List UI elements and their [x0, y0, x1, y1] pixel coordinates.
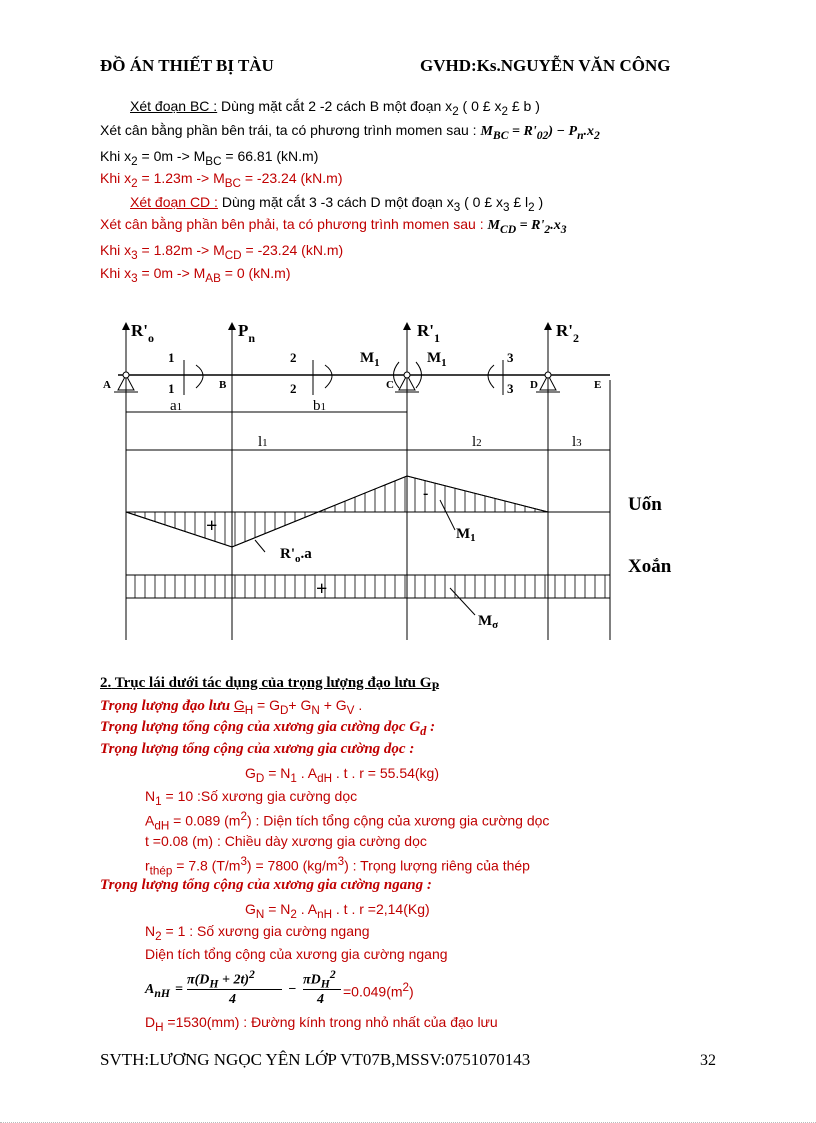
svg-text:b1: b1 [313, 398, 326, 414]
rho-line: $r_{thép} = 7.8$ $(T/m^3) = 7800$ $(kg/m^3)$ : Trọng lượng riêng của thép [145, 855, 530, 878]
label-xoan: Xoắn [628, 556, 672, 577]
svg-text:+: + [206, 515, 218, 537]
svg-text:B: B [219, 379, 227, 391]
svg-text:1: 1 [168, 381, 175, 396]
gn-formula: $G_N = N_2$ . $A_{nH}$ . t . r =2,14(Kg) [245, 901, 430, 921]
svg-text:Mσ: $M_\sigma$ [478, 613, 499, 631]
svg-text:A: A [103, 379, 111, 391]
s2-line1: Trọng lượng đạo lưu $G_H = G_D+ G_N + G_V$ . [100, 697, 363, 717]
line-cd: Xét đoạn CD : Dùng mặt cắt 3 -3 cách D một đoạn $x_3$ ( 0 £ $x_3$ £ $l_2$ ) [130, 194, 544, 214]
svg-text:3: 3 [507, 350, 514, 365]
label-r1: $R'_1$ [417, 321, 440, 345]
beam-diagram [0, 300, 816, 680]
anh-formula: $A_{nH}$ = $\pi(D_H + 2t)^2$ 4 − $\pi D_H^2$ 4 $=0.049(m^2)$ [145, 968, 414, 1007]
svg-text:3: 3 [507, 381, 514, 396]
svg-text:+: + [316, 578, 328, 600]
header-left: ĐỒ ÁN THIẾT BỊ TÀU [100, 56, 274, 75]
dh-line: $D_H =1530(mm)$ : Đường kính trong nhỏ nhất của đạo lưu [145, 1014, 498, 1034]
svg-text:M1: $M_1$ [360, 350, 380, 369]
svg-text:a1: a1 [170, 398, 183, 414]
line-cd-x1: Khi $x_3 = 0m -> M_{AB} = 0$ (kN.m) [100, 265, 291, 285]
svg-text:D: D [530, 379, 538, 391]
svg-text:1: 1 [168, 350, 175, 365]
svg-text:2: 2 [290, 381, 297, 396]
header-right: GVHD:Ks.NGUYỄN VĂN CÔNG [420, 56, 671, 75]
line-cd-x0: Khi $x_3 = 1.82m -> M_{CD} = -23.24$ (kN.m) [100, 242, 344, 262]
label-uon: Uốn [628, 494, 662, 515]
svg-text:E: E [594, 379, 602, 391]
svg-text:M1: $M_1$ [427, 350, 447, 369]
line-bc-x1: Khi $x_2 = 1.23m -> M_{BC} = -23.24$ (kN.m) [100, 170, 343, 190]
svg-text:M1: $M_1$ [456, 526, 476, 544]
svg-text:C: C [386, 379, 394, 391]
label-r2: $R'_2$ [556, 321, 579, 345]
n2-line: $N_2 = 1$ : Số xương gia cường ngang [145, 923, 370, 943]
n1-line: $N_1 = 10$ :Số xương gia cường dọc [145, 788, 358, 808]
s2-line3: Trọng lượng tổng cộng của xương gia cường dọc : [100, 741, 415, 757]
section2-title: 2. Trục lái dưới tác dụng của trọng lượng đạo lưu $G_P$ [100, 675, 440, 694]
gd-formula: $G_D = N_1$ . $A_{dH}$ . t . r = 55.54(kg) [245, 765, 440, 785]
svg-text:2: 2 [290, 350, 297, 365]
footer-student: SVTH:LƯƠNG NGỌC YÊN LỚP VT07B,MSSV:0751070143 [100, 1050, 531, 1069]
dt-line: Diện tích tổng cộng của xương gia cường ngang [145, 946, 448, 962]
label-r0: $R'_o$ [131, 321, 154, 345]
svg-text:l1: l1 [258, 434, 268, 450]
t-line: t =0.08 (m) : Chiều dày xương gia cường dọc [145, 833, 427, 849]
s2-line4: Trọng lượng tổng cộng của xương gia cường ngang : [100, 877, 432, 893]
line-bc: Xét đoạn BC : Dùng mặt cắt 2 -2 cách B một đoạn $x_2$ ( 0 £ $x_2$ £ b ) [130, 98, 540, 118]
svg-text:R'o.a: $R'_o.a$ [280, 546, 312, 565]
line-bc-eq: Xét cân bằng phần bên trái, ta có phương trình momen sau : $M_{BC} = R'_{02}) - P_n.x_2$ [100, 122, 600, 142]
svg-text:l3: l3 [572, 434, 582, 450]
s2-line2: Trọng lượng tổng cộng của xương gia cường dọc $G_d$ : [100, 719, 436, 738]
adh-line: $A_{dH} = 0.089$ $(m^2)$ : Diện tích tổng cộng của xương gia cường dọc [145, 810, 550, 833]
line-bc-x0: Khi $x_2 = 0m -> M_{BC} = 66.81$ (kN.m) [100, 148, 319, 168]
svg-text:l2: l2 [472, 434, 482, 450]
svg-text:-: - [423, 485, 429, 502]
line-cd-eq: Xét cân bằng phần bên phải, ta có phương trình momen sau : $M_{CD} = R'_2.x_3$ [100, 216, 567, 236]
label-pn: $P_n$ [238, 321, 256, 345]
page-number: 32 [700, 1052, 716, 1069]
